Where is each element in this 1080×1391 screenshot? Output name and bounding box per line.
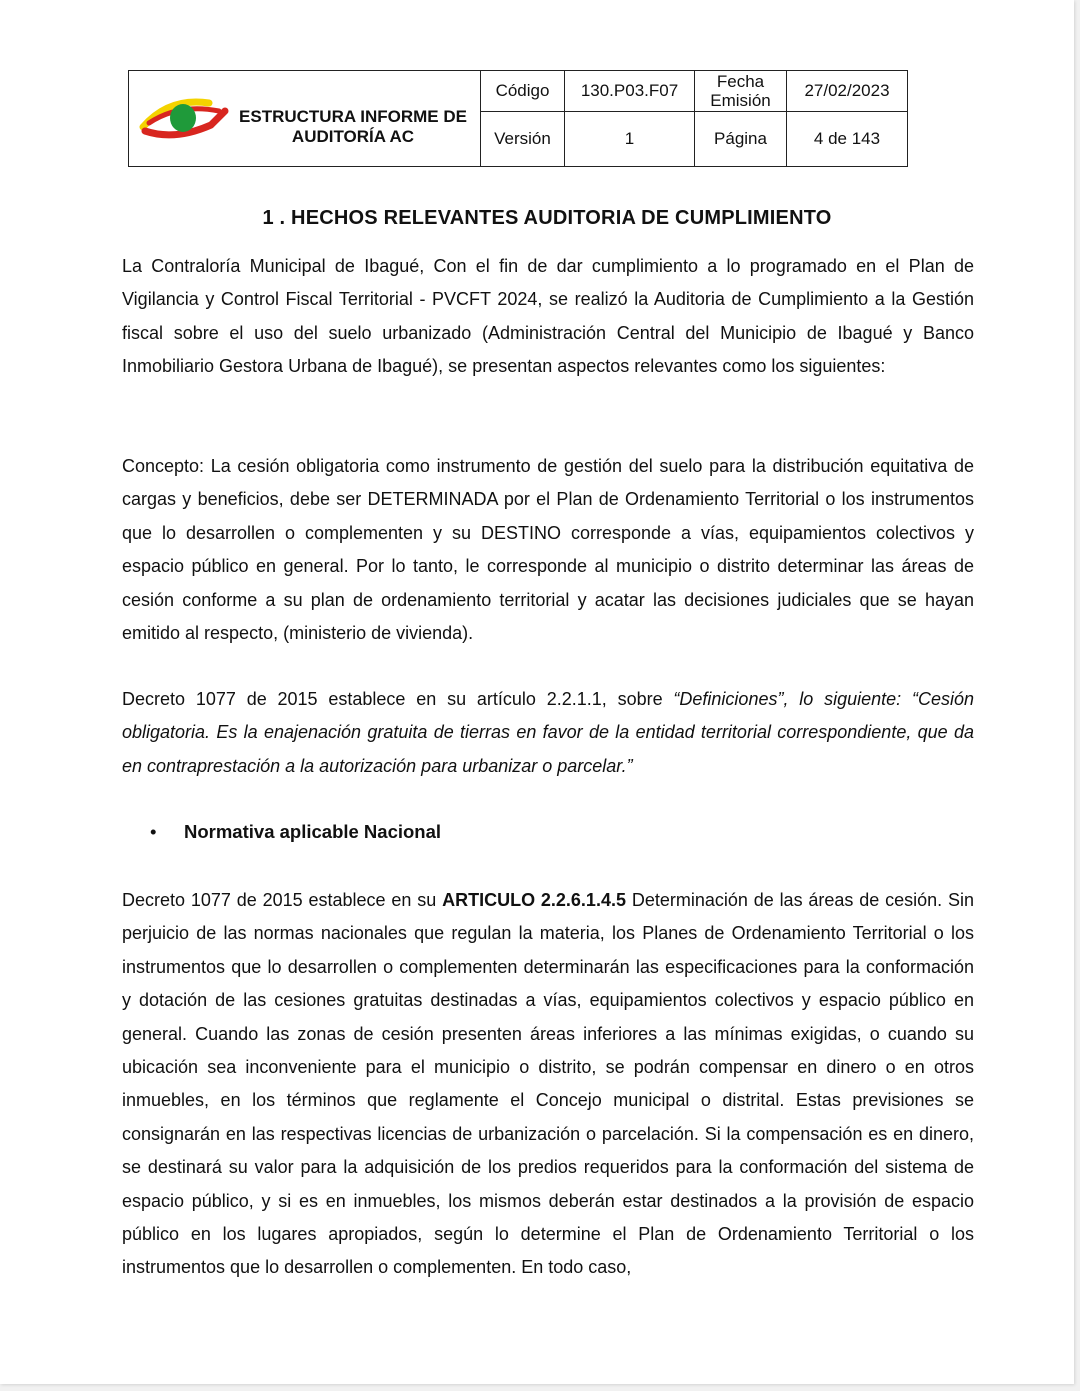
pagina-value: 4 de 143	[787, 112, 908, 167]
decreto-definiciones-normal: Decreto 1077 de 2015 establece en su artículo 2.2.1.1, sobre	[122, 689, 674, 709]
fecha-label-line-2: Emisión	[710, 91, 771, 110]
paragraph-concepto	[122, 450, 974, 650]
document-title-line-1: ESTRUCTURA INFORME DE	[239, 107, 467, 126]
document-header-table	[128, 70, 908, 167]
codigo-value: 130.P03.F07	[565, 71, 695, 112]
version-value: 1	[565, 112, 695, 167]
decreto-definiciones-quote: “Definiciones”, lo siguiente: “Cesión obligatoria. Es la enajenación gratuita de tierras en favor de la entidad territorial correspondiente, que da en contraprestación a la autorización para urbanizar o parcelar.”	[122, 689, 974, 776]
bullet-normativa-nacional	[150, 821, 441, 843]
fecha-label-line-1: Fecha	[716, 72, 765, 91]
version-label: Versión	[481, 112, 565, 167]
paragraph-intro	[122, 250, 974, 384]
logo-title-cell	[129, 71, 481, 167]
articulo-body: Determinación de las áreas de cesión. Sin perjuicio de las normas nacionales que regulan la materia, los Planes de Ordenamiento Territorial o los instrumentos que lo desarrollen o complementen determinarán las especificaciones para la conformación y dotación de las cesiones gratuitas destinadas a vías, equipamientos colectivos y espacio público en general. Cuando las zonas de cesión presenten áreas inferiores a las mínimas exigidas, o cuando su ubicación sea inconveniente para el municipio o distrito, se podrán compensar en dinero o en otros inmuebles, en los términos que reglamente el Concejo municipal o distrital. Estas previsiones se consignarán en las respectivas licencias de urbanización o parcelación. Si la compensación es en dinero, se destinará su valor para la adquisición de los predios requeridos para la conformación del sistema de espacio público, y si es en inmuebles, los mismos deberán estar destinados a la provisión de espacio público en los lugares apropiados, según lo determine el Plan de Ordenamiento Territorial o los instrumentos que lo desarrollen o complementen. En todo caso,	[122, 890, 975, 1278]
bullet-label: Normativa aplicable Nacional	[184, 821, 442, 842]
pagina-label: Página	[695, 112, 787, 167]
paragraph-intro-text: La Contraloría Municipal de Ibagué, Con el fin de dar cumplimiento a lo programado en el Plan de Vigilancia y Control Fiscal Territorial - PVCFT 2024, se realizó la Auditoria de Cumplimiento a la Gestión fiscal sobre el uso del suelo urbanizado (Administración Central del Municipio de Ibagué y Banco Inmobiliario Gestora Urbana de Ibagué), se presentan aspectos relevantes como los siguientes:	[122, 256, 974, 377]
articulo-number: ARTICULO 2.2.6.1.4.5	[442, 890, 626, 910]
document-title	[229, 107, 477, 147]
fecha-emision-label	[695, 71, 787, 112]
paragraph-decreto-definiciones-text	[122, 683, 974, 783]
eye-logo-icon	[139, 93, 231, 141]
bullet-dot: •	[150, 821, 157, 842]
section-title: 1 . HECHOS RELEVANTES AUDITORIA DE CUMPLIMIENTO	[262, 207, 832, 229]
codigo-label: Código	[481, 71, 565, 112]
fecha-emision-value: 27/02/2023	[787, 71, 908, 112]
paragraph-articulo-text	[122, 884, 974, 1285]
paragraph-decreto-definiciones	[122, 683, 974, 783]
paragraph-articulo	[122, 884, 974, 1285]
document-title-line-2: AUDITORÍA AC	[291, 127, 415, 146]
paragraph-concepto-text: Concepto: La cesión obligatoria como instrumento de gestión del suelo para la distribución equitativa de cargas y beneficios, debe ser DETERMINADA por el Plan de Ordenamiento Territorial o los instrumentos que lo desarrollen o complementen y su DESTINO corresponde a vías, equipamientos colectivos y espacio público en general. Por lo tanto, le corresponde al municipio o distrito determinar las áreas de cesión conforme a su plan de ordenamiento territorial y acatar las decisiones judiciales que se hayan emitido al respecto, (ministerio de vivienda).	[122, 456, 974, 644]
articulo-intro: Decreto 1077 de 2015 establece en su	[122, 890, 443, 910]
